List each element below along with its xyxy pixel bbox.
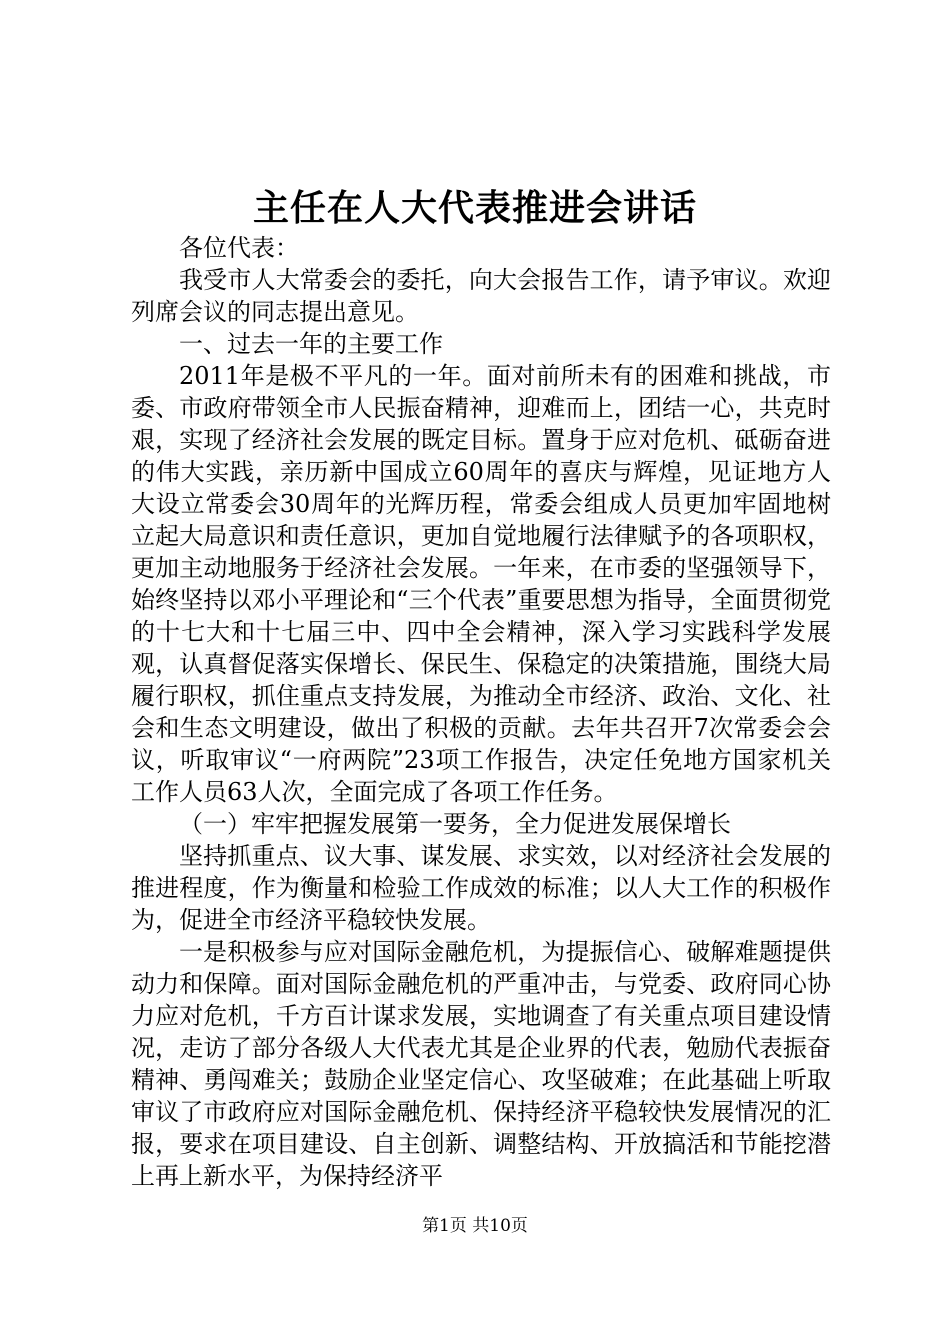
salutation: 各位代表： [179,234,299,262]
body-paragraph: 坚持抓重点、议大事、谋发展、求实效，以对经济社会发展的推进程度，作为衡量和检验工作成效的标准；以人大工作的积极作为，促进全市经济平稳较快发展。 [131,842,831,934]
section-heading: 一、过去一年的主要工作 [179,330,443,358]
subsection-heading: （一）牢牢把握发展第一要务，全力促进发展保增长 [179,810,731,838]
document-body [131,232,831,1192]
page-number-footer: 第1页 共10页 [422,1216,528,1236]
body-paragraph: 我受市人大常委会的委托，向大会报告工作，请予审议。欢迎列席会议的同志提出意见。 [131,266,831,326]
body-paragraph: 一是积极参与应对国际金融危机，为提振信心、破解难题提供动力和保障。面对国际金融危机的严重冲击，与党委、政府同心协力应对危机，千方百计谋求发展，实地调查了有关重点项目建设情况，走访了部分各级人大代表尤其是企业界的代表，勉励代表振奋精神、勇闯难关；鼓励企业坚定信心、攻坚破难；在此基础上听取审议了市政府应对国际金融危机、保持经济平稳较快发展情况的汇报，要求在项目建设、自主创新、调整结构、开放搞活和节能挖潜上再上新水平，为保持经济平 [131,938,831,1190]
document-title: 主任在人大代表推进会讲话 [252,187,697,229]
body-paragraph: 2011年是极不平凡的一年。面对前所未有的困难和挑战，市委、市政府带领全市人民振奋精神，迎难而上，团结一心，共克时艰，实现了经济社会发展的既定目标。置身于应对危机、砥砺奋进的伟大实践，亲历新中国成立60周年的喜庆与辉煌，见证地方人大设立常委会30周年的光辉历程，常委会组成人员更加牢固地树立起大局意识和责任意识，更加自觉地履行法律赋予的各项职权，更加主动地服务于经济社会发展。一年来，在市委的坚强领导下，始终坚持以邓小平理论和“三个代表”重要思想为指导，全面贯彻党的十七大和十七届三中、四中全会精神，深入学习实践科学发展观，认真督促落实保增长、保民生、保稳定的决策措施，围绕大局履行职权，抓住重点支持发展，为推动全市经济、政治、文化、社会和生态文明建设，做出了积极的贡献。去年共召开7次常委会会议，听取审议“一府两院”23项工作报告，决定任免地方国家机关工作人员63人次，全面完成了各项工作任务。 [131,362,831,806]
